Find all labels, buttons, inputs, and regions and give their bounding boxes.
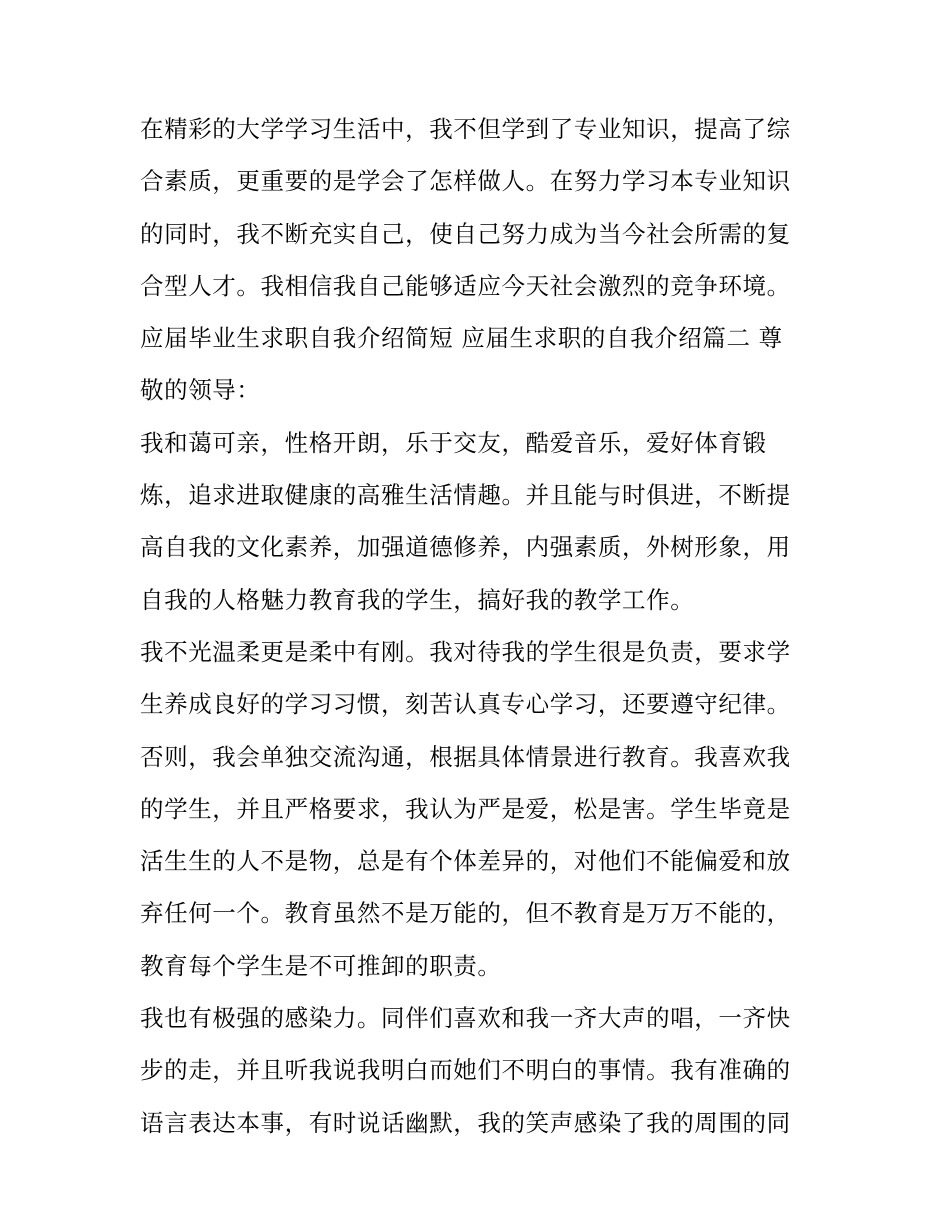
text-line: 弃任何一个。教育虽然不是万能的，但不教育是万万不能的，: [140, 899, 791, 928]
text-line: 否则，我会单独交流沟通，根据具体情景进行教育。我喜欢我: [140, 742, 791, 771]
text-line: 我不光温柔更是柔中有刚。我对待我的学生很是负责，要求学: [140, 637, 791, 666]
text-line: 教育每个学生是不可推卸的职责。: [140, 951, 502, 980]
paragraph-teaching-attitude: [140, 626, 820, 992]
text-line: 在精彩的大学学习生活中，我不但学到了专业知识，提高了综: [140, 115, 791, 143]
text-line: 的学生，并且严格要求，我认为严是爱，松是害。学生毕竟是: [140, 794, 791, 823]
paragraph-study-life: [140, 103, 820, 312]
paragraph-section-heading: [140, 312, 820, 417]
paragraph-influence: [140, 992, 820, 1149]
text-line: 高自我的文化素养，加强道德修养，内强素质，外树形象，用: [140, 533, 791, 562]
text-line: 敬的领导：: [140, 376, 261, 405]
document-body: [140, 103, 820, 1149]
text-line: 炼，追求进取健康的高雅生活情趣。并且能与时俱进，不断提: [140, 481, 791, 510]
text-line: 的同时，我不断充实自己，使自己努力成为当今社会所需的复: [140, 219, 791, 248]
text-line: 合素质，更重要的是学会了怎样做人。在努力学习本专业知识: [140, 167, 791, 196]
text-line: 我也有极强的感染力。同伴们喜欢和我一齐大声的唱，一齐快: [140, 1004, 791, 1033]
text-line: 应届毕业生求职自我介绍简短 应届生求职的自我介绍篇二 尊: [140, 324, 783, 353]
text-line: 合型人才。我相信我自己能够适应今天社会激烈的竞争环境。: [140, 271, 791, 300]
paragraph-personality: [140, 417, 820, 626]
text-line: 我和蔼可亲，性格开朗，乐于交友，酷爱音乐，爱好体育锻: [140, 428, 767, 457]
text-line: 语言表达本事，有时说话幽默，我的笑声感染了我的周围的同: [140, 1108, 791, 1137]
text-line: 步的走，并且听我说我明白而她们不明白的事情。我有准确的: [140, 1056, 791, 1085]
text-line: 活生生的人不是物，总是有个体差异的，对他们不能偏爱和放: [140, 847, 791, 876]
text-line: 生养成良好的学习习惯，刻苦认真专心学习，还要遵守纪律。: [140, 690, 791, 719]
text-line: 自我的人格魅力教育我的学生，搞好我的教学工作。: [140, 585, 695, 614]
